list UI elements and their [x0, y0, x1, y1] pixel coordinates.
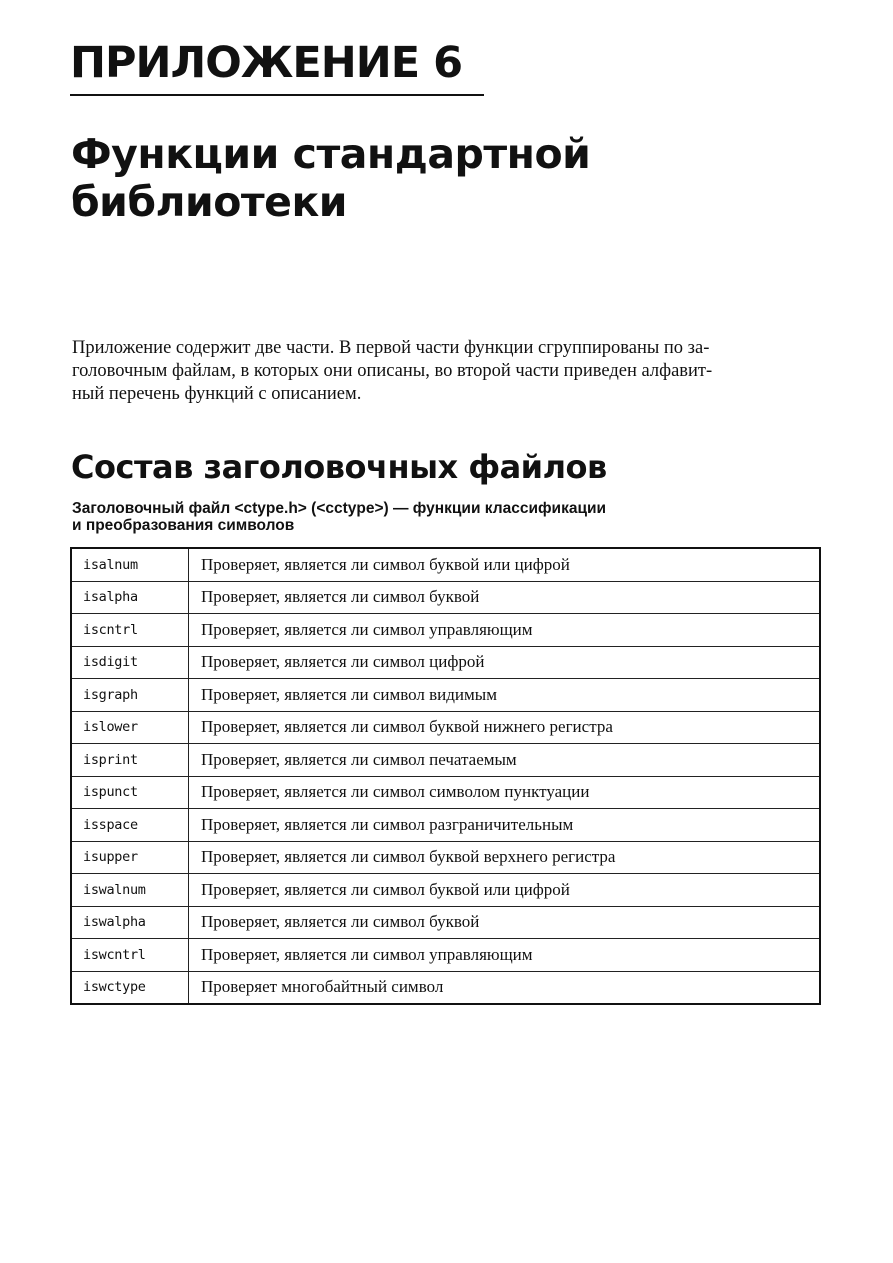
function-description-cell: Проверяет, является ли символ буквой верхнего регистра — [189, 841, 821, 874]
function-description-cell: Проверяет, является ли символ разграничительным — [189, 809, 821, 842]
table-row — [71, 744, 820, 777]
function-name-cell: iswctype — [71, 971, 189, 1004]
chapter-title-line: библиотеки — [71, 178, 348, 226]
function-name-cell: isalnum — [71, 548, 189, 581]
intro-paragraph — [72, 337, 822, 406]
function-name-cell: iswalnum — [71, 874, 189, 907]
function-description-cell: Проверяет многобайтный символ — [189, 971, 821, 1004]
function-name-cell: islower — [71, 711, 189, 744]
table-row — [71, 548, 820, 581]
table-row — [71, 614, 820, 647]
function-description-cell: Проверяет, является ли символ символом пунктуации — [189, 776, 821, 809]
function-description-cell: Проверяет, является ли символ буквой нижнего регистра — [189, 711, 821, 744]
function-name-cell: isgraph — [71, 679, 189, 712]
chapter-title-line: Функции стандартной — [71, 130, 591, 178]
function-description-cell: Проверяет, является ли символ печатаемым — [189, 744, 821, 777]
table-row — [71, 841, 820, 874]
table-caption — [72, 500, 606, 534]
table-row — [71, 874, 820, 907]
table-row — [71, 776, 820, 809]
function-name-cell: isalpha — [71, 581, 189, 614]
table-row — [71, 809, 820, 842]
intro-line: ный перечень функций с описанием. — [72, 384, 362, 404]
functions-table — [70, 547, 821, 1005]
function-name-cell: isprint — [71, 744, 189, 777]
function-description-cell: Проверяет, является ли символ видимым — [189, 679, 821, 712]
table-caption-line: и преобразования символов — [72, 517, 295, 534]
intro-line: Приложение содержит две части. В первой части функции сгруппированы по за- — [72, 338, 710, 358]
appendix-label: ПРИЛОЖЕНИЕ 6 — [70, 36, 484, 96]
function-description-cell: Проверяет, является ли символ цифрой — [189, 646, 821, 679]
function-description-cell: Проверяет, является ли символ буквой — [189, 906, 821, 939]
table-row — [71, 646, 820, 679]
function-name-cell: isupper — [71, 841, 189, 874]
function-name-cell: isdigit — [71, 646, 189, 679]
function-name-cell: iswalpha — [71, 906, 189, 939]
table-row — [71, 906, 820, 939]
function-name-cell: iscntrl — [71, 614, 189, 647]
function-description-cell: Проверяет, является ли символ буквой — [189, 581, 821, 614]
table-row — [71, 971, 820, 1004]
table-caption-line: Заголовочный файл <ctype.h> (<cctype>) — функции классификации — [72, 500, 607, 517]
intro-line: головочным файлам, в которых они описаны, во второй части приведен алфавит- — [72, 361, 713, 381]
function-name-cell: isspace — [71, 809, 189, 842]
function-description-cell: Проверяет, является ли символ буквой или цифрой — [189, 548, 821, 581]
table-row — [71, 679, 820, 712]
function-description-cell: Проверяет, является ли символ управляющим — [189, 939, 821, 972]
section-heading: Состав заголовочных файлов — [71, 448, 607, 486]
function-description-cell: Проверяет, является ли символ управляющим — [189, 614, 821, 647]
table-row — [71, 939, 820, 972]
table-row — [71, 711, 820, 744]
function-description-cell: Проверяет, является ли символ буквой или цифрой — [189, 874, 821, 907]
chapter-title — [71, 130, 590, 226]
function-name-cell: iswcntrl — [71, 939, 189, 972]
table-row — [71, 581, 820, 614]
function-name-cell: ispunct — [71, 776, 189, 809]
